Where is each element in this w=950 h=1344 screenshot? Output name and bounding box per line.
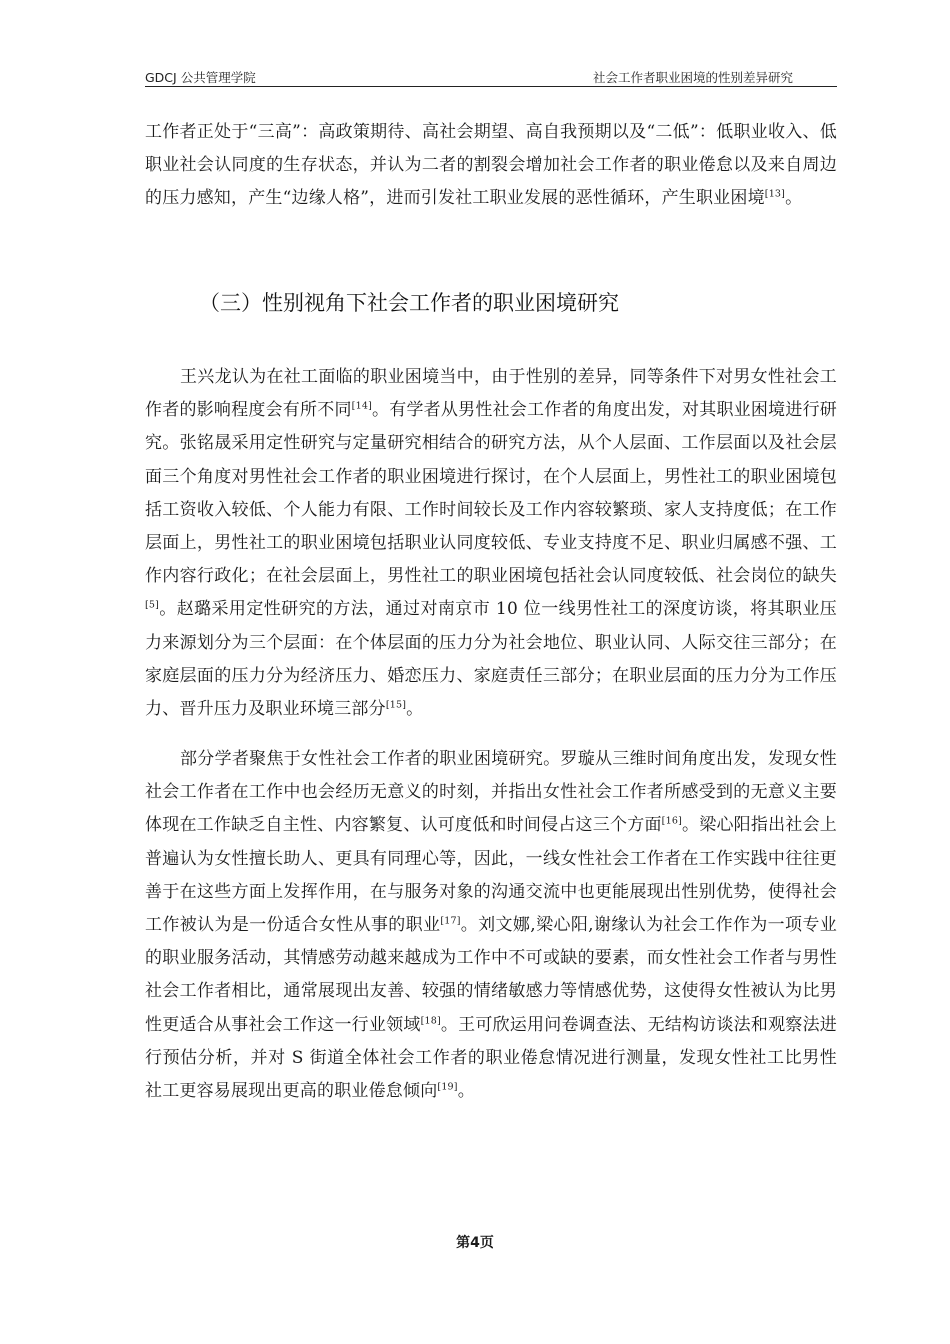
citation-ref: [13] [764,188,786,200]
paragraph-text: 。王可欣运用问卷调查法、无结构访谈法和观察法进行预估分析，并对 S 街道全体社会工作者的职业倦怠情况进行测量，发现女性社工比男性社工更容易展现出更高的职业倦怠倾向 [145,1014,837,1102]
citation-ref: [18] [420,1014,441,1026]
page-number: 第4页 [456,1235,494,1251]
citation-ref: [14] [351,400,372,412]
paragraph-male-social-workers [145,361,837,726]
section-heading: （三）性别视角下社会工作者的职业困境研究 [199,291,619,315]
paragraph-text: 。 [457,1081,475,1102]
citation-ref: [19] [437,1081,458,1093]
paragraph-text: 。有学者从男性社会工作者的角度出发，对其职业困境进行研究。张铭晟采用定性研究与定量研究相结合的研究方法，从个人层面、工作层面以及社会层面三个角度对男性社会工作者的职业困境进行探讨，在个人层面上，男性社工的职业困境包括工资收入较低、个人能力有限、工作时间较长及工作内容较繁琐、家人支持度低；在工作层面上，男性社工的职业困境包括职业认同度较低、专业支持度不足、职业归属感不强、工作内容行政化；在社会层面上，男性社工的职业困境包括社会认同度较低、社会岗位的缺失 [145,400,837,587]
citation-ref: [16] [661,815,682,827]
citation-ref: [17] [440,915,461,927]
citation-ref: [15] [385,699,407,711]
header-paper-title: 社会工作者职业困境的性别差异研究 [592,70,793,85]
paragraph-text: 。 [785,188,803,209]
paragraph-text: 工作者正处于“三高”：高政策期待、高社会期望、高自我预期以及“二低”：低职业收入、低职业社会认同度的生存状态，并认为二者的割裂会增加社会工作者的职业倦怠以及来自周边的压力感知，产生“边缘人格”，进而引发社工职业发展的恶性循环，产生职业困境 [145,122,837,209]
paragraph-text: 。 [406,699,424,720]
paragraph-text: 。刘文娜,梁心阳,谢缘认为社会工作作为一项专业的职业服务活动，其情感劳动越来越成为工作中不可或缺的要素，而女性社会工作者与男性社会工作者相比，通常展现出友善、较强的情绪敏感力等情感优势，这使得女性被认为比男性更适合从事社会工作这一行业领域 [145,915,837,1035]
paragraph-text: 部分学者聚焦于女性社会工作者的职业困境研究。罗璇从三维时间角度出发，发现女性社会工作者在工作中也会经历无意义的时刻，并指出女性社会工作者所感受到的无意义主要体现在工作缺乏自主性、内容繁复、认可度低和时间侵占这三个方面 [145,749,837,836]
paragraph-text: 王兴龙认为在社工面临的职业困境当中，由于性别的差异，同等条件下对男女性社会工作者的影响程度会有所不同 [145,367,837,421]
paragraph-text: 。梁心阳指出社会上普遍认为女性擅长助人、更具有同理心等，因此，一线女性社会工作者在工作实践中往往更善于在这些方面上发挥作用，在与服务对象的沟通交流中也更能展现出性别优势，使得社会工作被认为是一份适合女性从事的职业 [145,815,837,936]
paragraph-female-social-workers [145,743,837,1108]
paragraph-text: 。赵璐采用定性研究的方法，通过对南京市 10 位一线男性社工的深度访谈，将其职业压力来源划分为三个层面：在个体层面的压力分为社会地位、职业认同、人际交往三部分；在家庭层面的压力分为经济压力、婚恋压力、家庭责任三部分；在职业层面的压力分为工作压力、晋升压力及职业环境三部分 [145,599,837,720]
running-header [145,66,837,87]
header-institution: GDCJ 公共管理学院 [145,70,256,85]
citation-ref: [5] [145,599,160,611]
paragraph-continued [145,116,837,216]
